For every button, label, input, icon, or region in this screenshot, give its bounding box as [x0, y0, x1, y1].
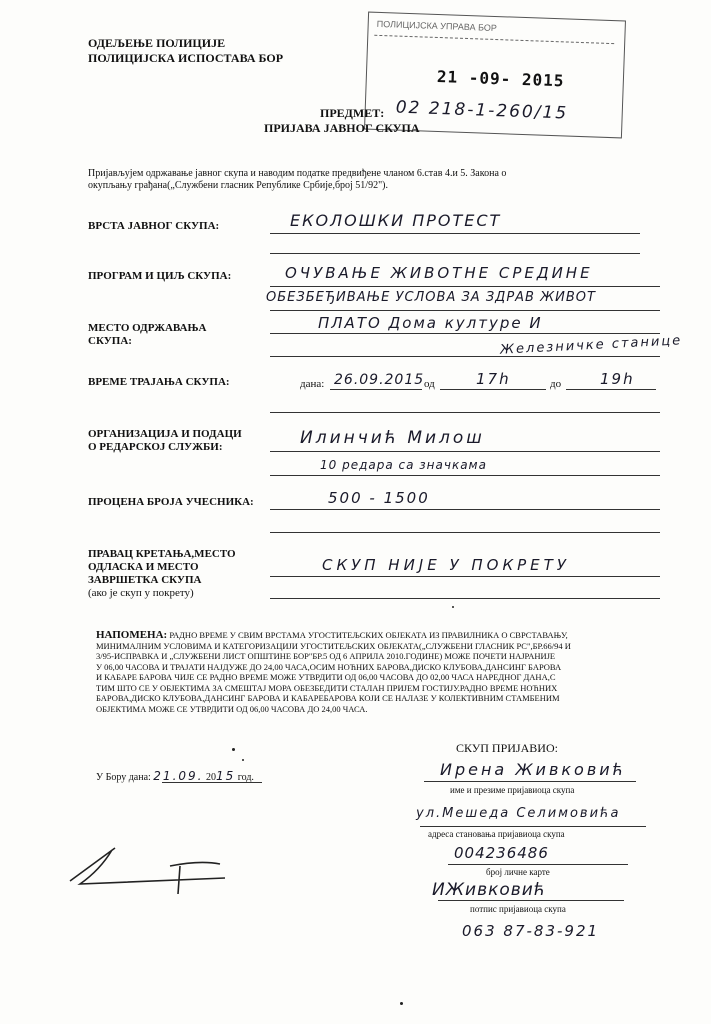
note-line-6: ТИМ ШТО СЕ У ОБЈЕКТИМА ЗА СМЕШТАЈ МОРА ОБЕЗБЕДИТИ СТАЛАН ПРИЈЕМ ГОСТИЈУ.РАДНО ВРЕМЕ НОЋНИХ: [96, 682, 558, 693]
speck: [452, 606, 454, 608]
type-value: ЕКОЛОШКИ ПРОТЕСТ: [290, 211, 502, 230]
time-to-value: 19h: [600, 370, 635, 388]
route-label-4: (ако је скуп у покрету): [88, 587, 194, 599]
org-value-2: 10 редара са значкама: [320, 458, 487, 472]
note-line-4: У 06,00 ЧАСОВА И ТРАЈАТИ НАЈДУЖЕ ДО 24,00 ЧАСА,ОСИМ НОЋНИХ БАРОВА,ДИСКО КЛУБОВА,ДАНСИНГ БАРОВА: [96, 661, 562, 672]
type-line-1: [270, 233, 640, 234]
place-value-2: Железничке станице: [499, 333, 683, 358]
footer-place-label: У Бору дана:: [96, 772, 151, 783]
time-from-line: [440, 389, 546, 390]
time-to-label: до: [550, 378, 562, 390]
name-value: Ирена Живковић: [440, 760, 627, 779]
route-label: [88, 548, 236, 600]
reported-by-label: СКУП ПРИЈАВИО:: [456, 741, 558, 755]
route-label-3: ЗАВРШЕТКА СКУПА: [88, 574, 202, 586]
org-value-1: Илинчић Милош: [300, 428, 485, 448]
place-label-1: МЕСТО ОДРЖАВАЊА: [88, 322, 207, 334]
note-block: [96, 630, 656, 714]
intro-text: [88, 168, 648, 192]
footer-date-line: [162, 782, 262, 783]
time-to-line: [566, 389, 656, 390]
phone-value: 063 87-83-921: [462, 922, 600, 940]
stamp-number: 02 218-1-260/15: [395, 97, 569, 124]
time-date-line: [330, 389, 422, 390]
note-line-3: 3/95-ИСПРАВКА И „СЛУЖБЕНИ ЛИСТ ОПШТИНЕ БОР"БР.5 ОД 6 АПРИЛА 2010.ГОДИНЕ) МОЖЕ ПОЧЕТИ НАЈРАНИЈЕ: [96, 651, 556, 661]
signature-caption: потпис пријавиоца скупа: [470, 904, 566, 914]
note-line-5: И КАБАРЕ БАРОВА ЧИЈЕ СЕ РАДНО ВРЕМЕ МОЖЕ УТВРДИТИ ОД 06,00 ЧАСОВА ДО 02,00 ЧАСА НАРЕДНОГ ДАНА,С: [96, 672, 556, 682]
count-line-1: [270, 509, 660, 510]
count-value: 500 - 1500: [328, 489, 430, 507]
time-line-2: [270, 412, 660, 413]
place-line-1: [270, 333, 660, 334]
org-line-1: ОДЕЉЕЊЕ ПОЛИЦИЈЕ: [88, 36, 226, 50]
address-value: ул.Мешеда Селимовића: [416, 806, 621, 821]
id-line: [448, 864, 628, 865]
place-label-2: СКУПА:: [88, 335, 132, 347]
name-caption: име и презиме пријавиоца скупа: [450, 785, 575, 795]
org-label: [88, 428, 242, 454]
note-line-7: БАРОВА,ДИСКО КЛУБОВА,ДАНСИНГ БАРОВА И КАБАРЕБАРОВА КОЈИ СЕ НАЛАЗЕ У КОЛЕКТИВНИМ СТАМБЕНИМ: [96, 693, 560, 703]
footer-date-value: 21.09.: [153, 769, 204, 783]
signature-line: [438, 900, 624, 901]
intro-line-2: окупљању грађана(„Службени гласник Републике Србије,број 51/92").: [88, 180, 388, 191]
type-line-2: [270, 253, 640, 254]
place-label: [88, 322, 206, 348]
footer-year-prefix: 20: [205, 772, 216, 783]
program-line-1: [270, 286, 660, 287]
org-line-2: ПОЛИЦИЈСКА ИСПОСТАВА БОР: [88, 51, 284, 65]
note-line-1: [96, 630, 656, 641]
stamp-date: 21 -09- 2015: [436, 66, 565, 91]
org-line-1: [270, 451, 660, 452]
official-signature: [60, 836, 230, 896]
count-line-2: [270, 532, 660, 533]
route-label-2: ОДЛАСКА И МЕСТО: [88, 561, 199, 573]
program-label: ПРОГРАМ И ЦИЉ СКУПА:: [88, 270, 232, 282]
place-line-2: [270, 356, 660, 357]
time-from-value: 17h: [476, 370, 511, 388]
program-line-2: [270, 310, 660, 311]
type-label: ВРСТА ЈАВНОГ СКУПА:: [88, 220, 220, 232]
note-text-1: РАДНО ВРЕМЕ У СВИМ ВРСТАМА УГОСТИТЕЉСКИХ ОБЈЕКАТА ИЗ ПРАВИЛНИКА О СВРСТАВАЊУ,: [169, 630, 568, 640]
time-from-label: од: [424, 378, 435, 390]
signature-value: ИЖивковић: [432, 880, 546, 900]
stamp-divider: [374, 35, 614, 44]
program-value-2: ОБЕЗБЕЂИВАЊЕ УСЛОВА ЗА ЗДРАВ ЖИВОТ: [266, 290, 596, 305]
route-label-1: ПРАВАЦ КРЕТАЊА,МЕСТО: [88, 548, 236, 560]
footer-year-suffix: год.: [237, 772, 254, 783]
subject-label: ПРЕДМЕТ:: [320, 106, 385, 120]
id-value: 004236486: [454, 844, 549, 862]
route-line-1: [270, 576, 660, 577]
name-line: [424, 781, 636, 782]
note-line-8: ОБЈЕКТИМА МОЖЕ СЕ УТВРДИТИ ОД 06,00 ЧАСОВА ДО 24,00 ЧАСА.: [96, 703, 368, 714]
intro-line-1: Пријављујем одржавање јавног скупа и наводим податке предвиђене чланом 6.став 4.и 5. Закона о: [88, 168, 507, 179]
time-date-value: 26.09.2015: [334, 372, 425, 388]
speck: [242, 759, 244, 761]
registry-stamp: [364, 12, 626, 139]
org-label-1: ОРГАНИЗАЦИЈА И ПОДАЦИ: [88, 428, 242, 440]
address-caption: адреса становања пријавиоца скупа: [428, 829, 565, 839]
id-caption: број личне карте: [486, 867, 550, 877]
route-line-2: [270, 598, 660, 599]
document-title: ПРИЈАВА ЈАВНОГ СКУПА: [264, 121, 420, 135]
footer-year-value: 15: [215, 769, 236, 783]
speck: [400, 1002, 403, 1005]
org-name: [88, 36, 283, 66]
route-value: СКУП НИЈЕ У ПОКРЕТУ: [322, 556, 570, 574]
place-value-1: ПЛАТО Дома културе И: [318, 314, 543, 332]
speck: [232, 748, 235, 751]
note-label: НАПОМЕНА:: [96, 629, 168, 641]
program-value-1: ОЧУВАЊЕ ЖИВОТНЕ СРЕДИНЕ: [285, 264, 593, 282]
count-label: ПРОЦЕНА БРОЈА УЧЕСНИКА:: [88, 496, 254, 508]
time-label: ВРЕМЕ ТРАЈАЊА СКУПА:: [88, 376, 230, 388]
org-line-2: [270, 475, 660, 476]
time-date-label: дана:: [300, 378, 325, 390]
note-line-2: МИНИМАЛНИМ УСЛОВИМА И КАТЕГОРИЗАЦИЈИ УГОСТИТЕЉСКИХ ОБЈЕКАТА(„СЛУЖБЕНИ ГЛАСНИК РС",БР.66/94 И: [96, 640, 571, 651]
stamp-header: ПОЛИЦИЈСКА УПРАВА БОР: [376, 18, 498, 34]
address-line: [420, 826, 646, 827]
org-label-2: О РЕДАРСКОЈ СЛУЖБИ:: [88, 441, 223, 453]
